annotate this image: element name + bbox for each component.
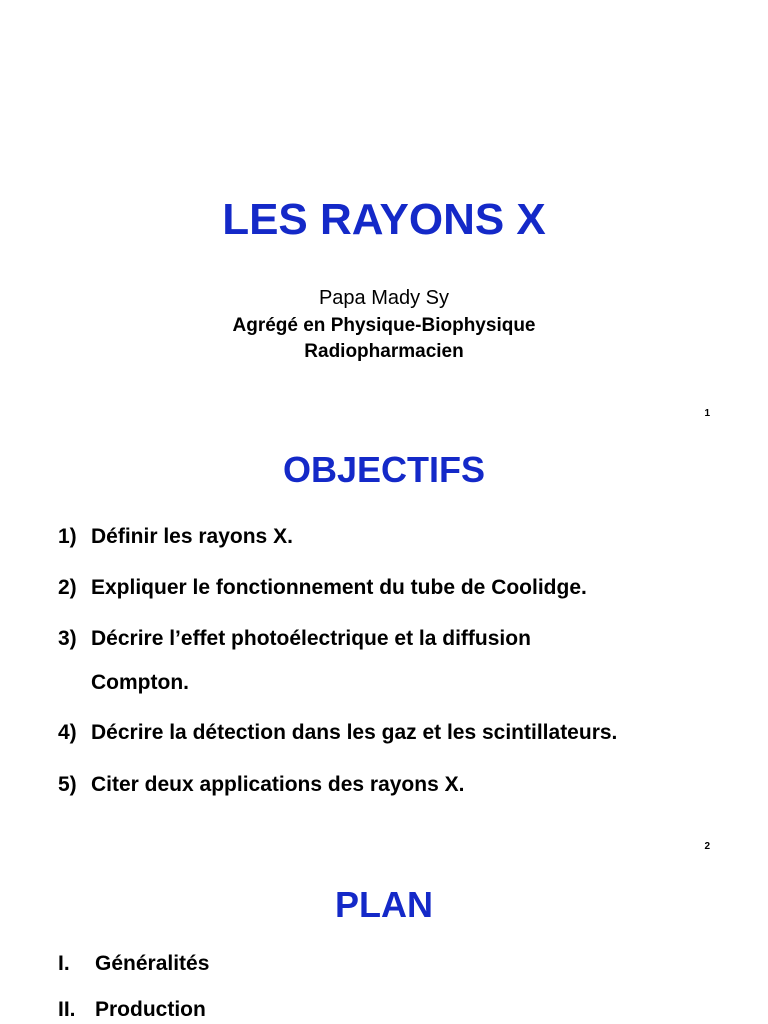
slide2-title: OBJECTIFS [282,449,486,490]
slide3-title: PLAN [335,884,433,925]
plan-item [58,953,209,974]
slide2-page-number: 2 [704,841,710,852]
objective-item [58,526,293,547]
plan-number: II. [58,998,76,1021]
objective-item [58,628,531,649]
slide1-title: LES RAYONS X [222,195,546,244]
objective-number: 4) [58,721,77,744]
objective-number: 5) [58,773,77,796]
plan-text: Généralités [95,952,210,975]
objective-number: 2) [58,576,77,599]
objective-text: Citer deux applications des rayons X. [91,773,465,796]
objective-text-continuation: Compton. [91,671,189,694]
objective-item [58,577,587,598]
author-role-line1: Agrégé en Physique-Biophysique [232,315,536,336]
plan-item [58,999,206,1020]
objective-text: Expliquer le fonctionnement du tube de Coolidge. [91,576,587,599]
author-name: Papa Mady Sy [318,287,450,309]
objective-text: Décrire la détection dans les gaz et les scintillateurs. [91,721,618,744]
objective-number: 1) [58,525,77,548]
objective-item [58,722,617,743]
plan-text: Production [95,998,206,1021]
plan-number: I. [58,952,70,975]
objective-text: Définir les rayons X. [91,525,293,548]
slide1-page-number: 1 [704,408,710,419]
author-role-line2: Radiopharmacien [304,341,464,362]
objective-item [58,774,464,795]
objective-text: Décrire l’effet photoélectrique et la diffusion [91,627,531,650]
objective-number: 3) [58,627,77,650]
